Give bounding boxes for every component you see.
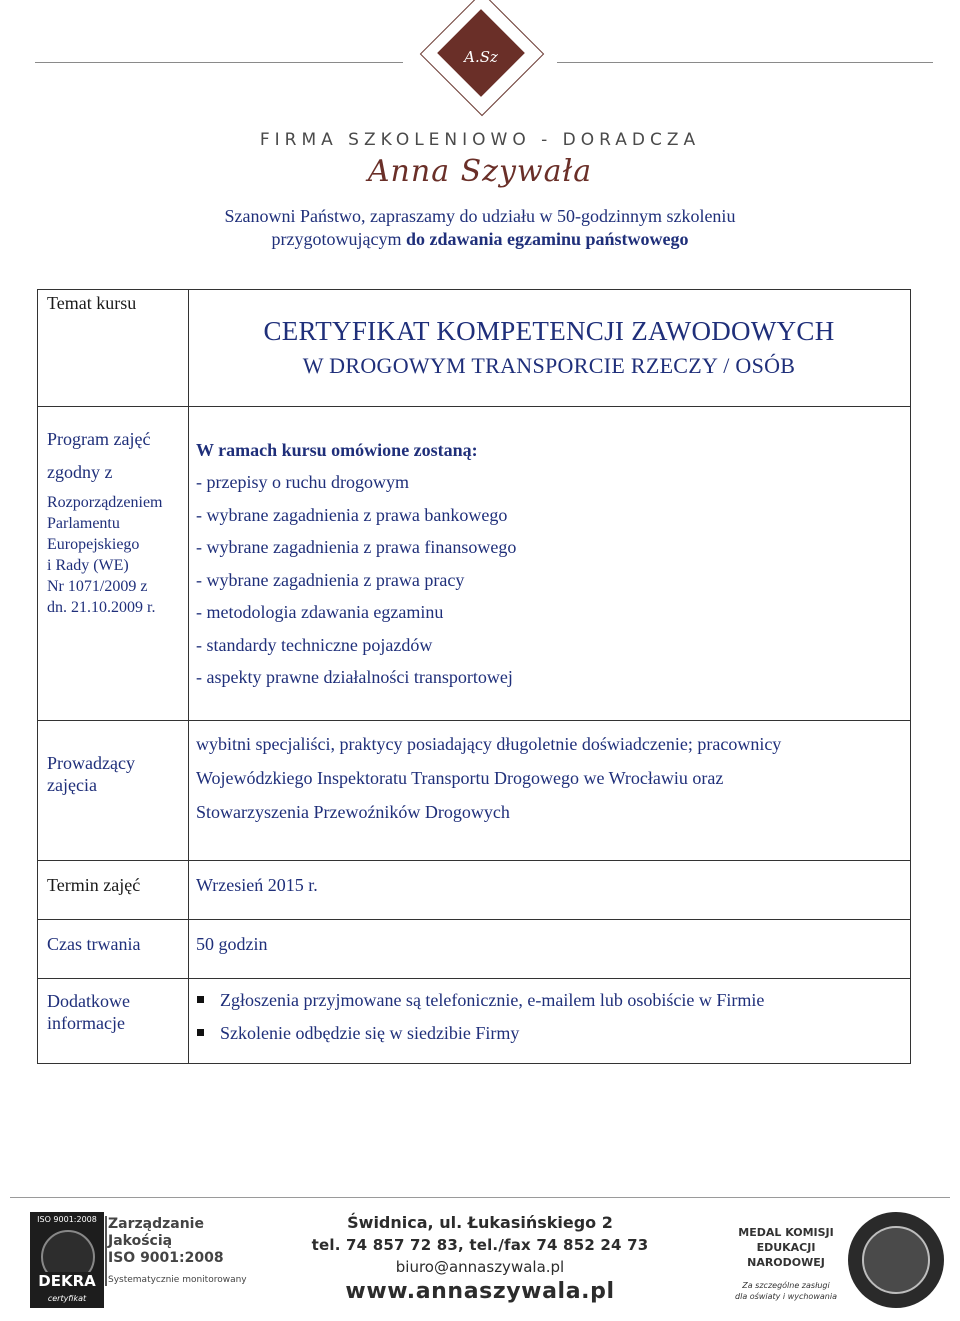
row-divider (38, 406, 910, 407)
intro-line-2-bold: do zdawania egzaminu państwowego (405, 229, 689, 249)
iso-title-line: Zarządzanie (108, 1216, 204, 1232)
phone: tel. 74 857 72 83, tel./fax 74 852 24 73 (311, 1236, 649, 1254)
square-bullet-icon (197, 996, 204, 1003)
intro-text (0, 205, 960, 251)
topic-label: Temat kursu (47, 293, 137, 313)
program-item: - metodologia zdawania egzaminu (196, 602, 444, 622)
row-divider (38, 720, 910, 721)
duration-label: Czas trwania (47, 934, 141, 954)
course-table (37, 289, 911, 1064)
lecturers-line: wybitni specjaliści, praktycy posiadający długoletnie doświadczenie; pracownicy (196, 734, 782, 754)
term-value: Wrzesień 2015 r. (196, 875, 318, 895)
iso-subtitle: Systematycznie monitorowany (108, 1275, 247, 1285)
contact-block (310, 1212, 650, 1306)
row-divider (38, 919, 910, 920)
dekra-iso-text: ISO 9001:2008 (37, 1215, 97, 1224)
program-item: - przepisy o ruchu drogowym (196, 472, 409, 492)
regulation-line: Rozporządzeniem (47, 494, 163, 511)
regulation-line: Parlamentu (47, 515, 120, 532)
program-content (196, 434, 516, 694)
lecturers-label-line: zajęcia (47, 775, 97, 795)
email-link[interactable]: biuro@annaszywala.pl (395, 1258, 565, 1276)
dekra-cert-text: certyfikat (47, 1294, 87, 1303)
row-divider (38, 978, 910, 979)
medal-title-line: EDUKACJI NARODOWEJ (747, 1241, 825, 1269)
additional-label-line: Dodatkowe (47, 991, 130, 1011)
medal-title-line: MEDAL KOMISJI (738, 1226, 834, 1239)
duration-value: 50 godzin (196, 934, 268, 954)
regulation-reference (47, 492, 163, 618)
info-bullet (194, 984, 764, 1017)
program-item: - standardy techniczne pojazdów (196, 634, 433, 655)
intro-line-2 (0, 228, 960, 251)
row-divider (38, 860, 910, 861)
header-rule-right (557, 62, 933, 63)
term-label: Termin zajęć (47, 875, 141, 895)
additional-label (47, 990, 130, 1034)
course-title: CERTYFIKAT KOMPETENCJI ZAWODOWYCH (263, 316, 835, 346)
regulation-line: dn. 21.10.2009 r. (47, 599, 156, 616)
square-bullet-icon (197, 1029, 204, 1036)
medal-ring (862, 1226, 930, 1294)
lecturers-content (196, 727, 781, 829)
regulation-line: Europejskiego (47, 536, 140, 553)
additional-content (194, 984, 764, 1050)
lecturers-line: Stowarzyszenia Przewoźników Drogowych (196, 802, 510, 822)
logo-monogram: A.Sz (464, 48, 498, 66)
program-item: - wybrane zagadnienia z prawa bankowego (196, 504, 508, 525)
course-subtitle: W DROGOWYM TRANSPORCIE RZECZY / OSÓB (302, 353, 796, 378)
dekra-name: DEKRA (30, 1272, 104, 1290)
program-item: - wybrane zagadnienia z prawa finansowego (196, 537, 517, 557)
regulation-line: i Rady (WE) (47, 557, 129, 574)
lecturers-label-line: Prowadzący (47, 753, 135, 773)
intro-line-2-normal: przygotowującym (271, 229, 406, 249)
info-bullet (194, 1017, 764, 1050)
lecturers-line: Wojewódzkiego Inspektoratu Transportu Drogowego we Wrocławiu oraz (196, 768, 724, 788)
iso-quality-badge (108, 1216, 260, 1285)
program-label-2: zgodny z (47, 462, 113, 482)
medal-seal-icon (848, 1212, 944, 1308)
medal-award-text (730, 1225, 842, 1302)
dekra-certificate-logo (30, 1212, 104, 1308)
program-label: Program zajęć (47, 429, 151, 449)
address: Świdnica, ul. Łukasińskiego 2 (347, 1213, 613, 1232)
info-text: Szkolenie odbędzie się w siedzibie Firmy (220, 1023, 520, 1043)
program-item: - wybrane zagadnienia z prawa pracy (196, 569, 465, 590)
header-rule-left (35, 62, 403, 63)
website-link[interactable]: www.annaszywala.pl (345, 1279, 615, 1304)
medal-sub-line: dla oświaty i wychowania (735, 1292, 837, 1301)
iso-title-line: Jakością (108, 1233, 173, 1249)
info-text: Zgłoszenia przyjmowane są telefonicznie, e-mailem lub osobiście w Firmie (220, 990, 765, 1010)
additional-label-line: informacje (47, 1013, 125, 1033)
iso-divider (105, 1216, 107, 1286)
footer-rule (10, 1197, 950, 1198)
firm-name: FIRMA SZKOLENIOWO - DORADCZA (259, 130, 701, 150)
lecturers-label (47, 752, 135, 796)
iso-title-line: ISO 9001:2008 (108, 1250, 224, 1266)
program-item: - aspekty prawne działalności transportowej (196, 667, 513, 687)
regulation-line: Nr 1071/2009 z (47, 578, 148, 595)
medal-sub-line: Za szczególne zasługi (742, 1281, 830, 1290)
intro-line-1: Szanowni Państwo, zapraszamy do udziału w 50-godzinnym szkoleniu (224, 206, 736, 226)
program-heading: W ramach kursu omówione zostaną: (196, 440, 478, 460)
owner-signature: Anna Szywała (367, 154, 593, 189)
